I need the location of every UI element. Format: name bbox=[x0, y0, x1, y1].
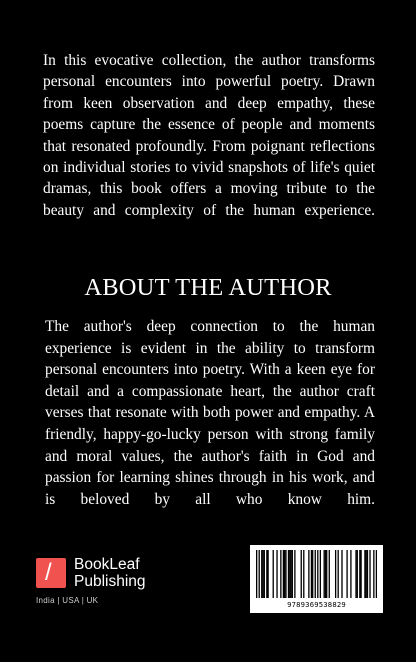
publisher-name-line2: Publishing bbox=[74, 573, 146, 590]
bookleaf-logo-icon bbox=[36, 558, 66, 588]
barcode-bar bbox=[324, 550, 325, 598]
barcode-bar bbox=[325, 550, 326, 598]
barcode-bar bbox=[273, 550, 274, 598]
barcode-bar bbox=[346, 550, 347, 598]
barcode-bar bbox=[357, 550, 358, 598]
barcode-bar bbox=[366, 550, 367, 598]
barcode-bar bbox=[360, 550, 361, 598]
barcode-bar bbox=[301, 550, 302, 598]
barcode-bar bbox=[373, 550, 374, 598]
barcode-bar bbox=[312, 550, 313, 598]
author-bio: The author's deep connection to the human experience is evident in the ability to transform personal encounters into poetry. With a keen eye for detail and a compassionate heart, the author craft verses that resonate with both power and empathy. A friendly, happy-go-lucky person with strong family and moral values, the author's faith in God and passion for learning shines through in his work, and is beloved by all who know him. bbox=[45, 318, 375, 508]
barcode-bar bbox=[376, 550, 377, 598]
barcode-bar bbox=[289, 550, 290, 598]
barcode-bar bbox=[320, 550, 321, 598]
isbn-number: 9789369538829 bbox=[287, 600, 346, 609]
barcode-bar bbox=[266, 550, 267, 598]
barcode-bar bbox=[283, 550, 284, 598]
barcode-bar bbox=[367, 550, 368, 598]
barcode-bar bbox=[359, 550, 360, 598]
publisher-regions: India | USA | UK bbox=[36, 596, 99, 605]
barcode-bar bbox=[259, 550, 260, 598]
barcode-bar bbox=[256, 550, 257, 598]
barcode-bar bbox=[280, 550, 281, 598]
barcode-bar bbox=[338, 550, 339, 598]
barcode-bar bbox=[317, 550, 318, 598]
barcode-bars bbox=[256, 550, 377, 598]
barcode-bar bbox=[294, 550, 295, 598]
barcode-bar bbox=[292, 550, 293, 598]
book-blurb: In this evocative collection, the author transforms personal encounters into powerful poetry. Drawn from keen observation and deep empathy, these poems capture the essence of people and moments that resonated profoundly. From poignant reflections on individual stories to vivid snapshots of life's quiet dramas, this book offers a moving tribute to the beauty and complexity of the human experience. bbox=[43, 52, 375, 219]
barcode-bar bbox=[350, 550, 351, 598]
about-author-heading: ABOUT THE AUTHOR bbox=[84, 274, 332, 301]
barcode-bar bbox=[341, 550, 342, 598]
barcode-bar bbox=[285, 550, 286, 598]
barcode-bar bbox=[267, 550, 268, 598]
barcode-bar bbox=[264, 550, 265, 598]
barcode-bar bbox=[315, 550, 316, 598]
barcode-bar bbox=[308, 550, 309, 598]
barcode-bar bbox=[369, 550, 370, 598]
barcode-bar bbox=[290, 550, 291, 598]
barcode-bar bbox=[311, 550, 312, 598]
barcode-bar bbox=[329, 550, 330, 598]
barcode-bar bbox=[261, 550, 262, 598]
isbn-barcode bbox=[250, 545, 383, 613]
barcode-bar bbox=[284, 550, 285, 598]
logo-slash: / bbox=[45, 559, 52, 586]
publisher-name-line1: BookLeaf bbox=[74, 556, 140, 573]
barcode-bar bbox=[262, 550, 263, 598]
barcode-bar bbox=[303, 550, 304, 598]
barcode-bar bbox=[276, 550, 277, 598]
barcode-bar bbox=[364, 550, 365, 598]
barcode-bar bbox=[326, 550, 327, 598]
barcode-bar bbox=[335, 550, 336, 598]
publisher-logo bbox=[36, 556, 166, 608]
barcode-bar bbox=[355, 550, 356, 598]
barcode-bar bbox=[288, 550, 289, 598]
